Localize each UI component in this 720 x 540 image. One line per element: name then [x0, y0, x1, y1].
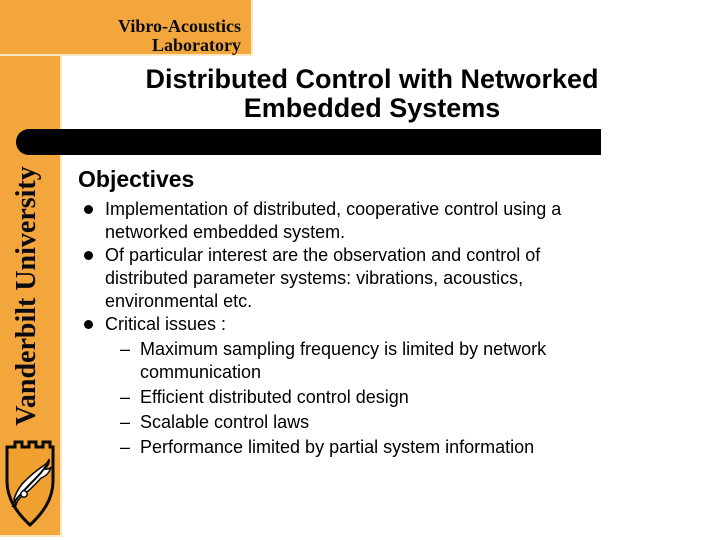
- list-item: [84, 198, 624, 244]
- sub-bullet-text: Maximum sampling frequency is limited by network communication: [140, 339, 547, 382]
- objectives-list: [84, 198, 624, 459]
- university-name-vertical: Vanderbilt University: [11, 166, 42, 426]
- sub-list-item: [120, 386, 624, 409]
- lab-badge-line2: Laboratory: [152, 35, 241, 55]
- bullet-dash-icon: –: [120, 339, 131, 359]
- list-item: [84, 313, 624, 336]
- sub-list-item: [120, 411, 624, 434]
- bullet-dash-icon: –: [120, 437, 131, 457]
- bullet-dash-icon: –: [120, 412, 131, 432]
- sub-list-item: [120, 338, 624, 384]
- slide-title-line2: Embedded Systems: [243, 93, 501, 123]
- bullet-text: Critical issues :: [105, 314, 227, 334]
- crest-acorn: [21, 491, 27, 497]
- lab-badge: [0, 0, 253, 56]
- sub-bullet-text: Performance limited by partial system information: [140, 437, 535, 457]
- list-item: [84, 244, 624, 313]
- bullet-text: Implementation of distributed, cooperative control using a networked embedded system.: [105, 199, 562, 242]
- vanderbilt-crest-logo: [3, 437, 57, 533]
- sub-bullet-text: Scalable control laws: [140, 412, 310, 432]
- lab-badge-line1: Vibro-Acoustics: [118, 16, 241, 36]
- bullet-dash-icon: –: [120, 387, 131, 407]
- bullet-text: Of particular interest are the observation and control of distributed parameter systems: vibrations, acoustics, environmental etc.: [105, 245, 541, 311]
- bullet-dot-icon: [84, 320, 93, 329]
- slide-title-line1: Distributed Control with Networked: [145, 64, 599, 94]
- black-divider-bar: [16, 129, 601, 155]
- bullet-dot-icon: [84, 251, 93, 260]
- sub-list-item: [120, 436, 624, 459]
- objectives-heading: Objectives: [78, 166, 195, 192]
- bullet-dot-icon: [84, 205, 93, 214]
- sub-bullet-text: Efficient distributed control design: [140, 387, 409, 407]
- slide-title: [60, 65, 684, 123]
